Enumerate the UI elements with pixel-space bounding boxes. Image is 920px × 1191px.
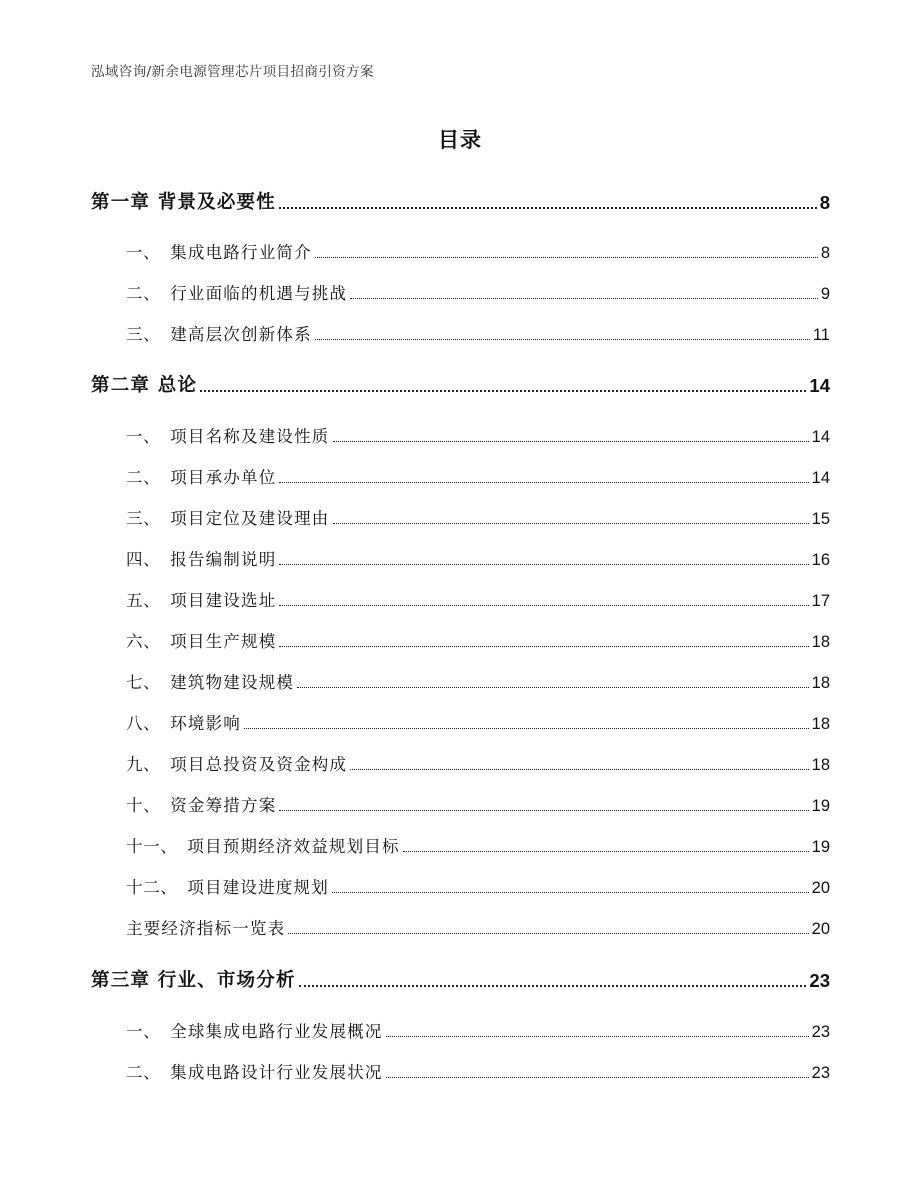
toc-page-number: 17 — [811, 592, 830, 610]
toc-page-number: 20 — [811, 920, 830, 938]
toc-section[interactable] — [126, 1018, 830, 1042]
toc-section-number: 五、 — [126, 591, 161, 610]
dot-leader — [333, 523, 809, 524]
toc-section[interactable] — [126, 280, 830, 304]
toc-page-number: 11 — [812, 326, 830, 344]
toc-section-number: 九、 — [126, 755, 161, 774]
toc-section-number: 十二、 — [126, 878, 178, 897]
toc-label: 报告编制说明 — [170, 550, 277, 569]
toc-page-number: 18 — [811, 633, 830, 651]
toc-section-number: 十、 — [126, 796, 161, 815]
toc-chapter-2[interactable] — [91, 369, 830, 397]
dot-leader — [299, 985, 807, 987]
toc-section[interactable] — [126, 628, 830, 652]
dot-leader — [386, 1036, 809, 1037]
toc-label: 项目生产规模 — [170, 632, 277, 651]
toc-label: 集成电路行业简介 — [170, 243, 312, 262]
toc-section[interactable] — [126, 1059, 830, 1083]
toc-label: 行业面临的机遇与挑战 — [170, 284, 348, 303]
running-header: 泓域咨询/新余电源管理芯片项目招商引资方案 — [91, 64, 374, 80]
dot-leader — [350, 298, 818, 299]
toc-section[interactable] — [126, 874, 830, 898]
dot-leader — [288, 933, 808, 934]
toc-page-number: 14 — [811, 469, 830, 487]
toc-label: 项目总投资及资金构成 — [170, 755, 348, 774]
toc-section-number: 十一、 — [126, 837, 178, 856]
toc-page-number: 19 — [811, 838, 830, 856]
toc-page-number: 14 — [811, 428, 830, 446]
toc-section-number: 二、 — [126, 1063, 161, 1082]
toc-section[interactable] — [126, 505, 830, 529]
toc-section-number: 六、 — [126, 632, 161, 651]
toc-section-number: 二、 — [126, 284, 161, 303]
dot-leader — [315, 339, 810, 340]
toc-label: 项目名称及建设性质 — [170, 427, 330, 446]
dot-leader — [279, 564, 808, 565]
toc-page-number: 18 — [811, 674, 830, 692]
toc-section-number: 七、 — [126, 673, 161, 692]
toc-section[interactable] — [126, 915, 830, 939]
toc-label: 第二章 总论 — [91, 375, 198, 396]
toc-page-number: 19 — [811, 797, 830, 815]
toc-section-number: 一、 — [126, 243, 161, 262]
toc-page-number: 23 — [809, 970, 830, 991]
dot-leader — [279, 482, 808, 483]
toc-section[interactable] — [126, 792, 830, 816]
toc-label: 集成电路设计行业发展状况 — [170, 1063, 383, 1082]
dot-leader — [279, 646, 808, 647]
toc-title: 目录 — [438, 128, 482, 152]
toc-label: 项目承办单位 — [170, 468, 277, 487]
dot-leader — [333, 441, 809, 442]
toc-page-number: 16 — [811, 551, 830, 569]
toc-section[interactable] — [126, 239, 830, 263]
toc-label: 第三章 行业、市场分析 — [91, 970, 296, 991]
toc-label: 项目定位及建设理由 — [170, 509, 330, 528]
toc-section[interactable] — [126, 669, 830, 693]
toc-label: 第一章 背景及必要性 — [91, 192, 276, 213]
toc-chapter-3[interactable] — [91, 964, 830, 992]
toc-section-number: 一、 — [126, 427, 161, 446]
toc-page-number: 23 — [811, 1064, 830, 1082]
toc-label: 建筑物建设规模 — [170, 673, 295, 692]
toc-chapter-1[interactable] — [91, 186, 830, 214]
toc-label: 资金筹措方案 — [170, 796, 277, 815]
dot-leader — [244, 728, 809, 729]
toc-section[interactable] — [126, 546, 830, 570]
toc-section-number: 三、 — [126, 325, 161, 344]
toc-section-number: 二、 — [126, 468, 161, 487]
dot-leader — [279, 605, 808, 606]
dot-leader — [350, 769, 808, 770]
dot-leader — [279, 810, 808, 811]
toc-label: 项目建设选址 — [170, 591, 277, 610]
toc-page-number: 18 — [811, 715, 830, 733]
dot-leader — [403, 851, 809, 852]
toc-page-number: 18 — [811, 756, 830, 774]
toc-page-number: 14 — [809, 375, 830, 396]
dot-leader — [279, 207, 817, 209]
toc-label: 环境影响 — [170, 714, 242, 733]
toc-page-number: 15 — [811, 510, 830, 528]
toc-section-number: 四、 — [126, 550, 161, 569]
toc-label: 建高层次创新体系 — [170, 325, 312, 344]
toc-section[interactable] — [126, 464, 830, 488]
toc-page-number: 20 — [811, 879, 830, 897]
toc-section-number: 三、 — [126, 509, 161, 528]
dot-leader — [315, 257, 818, 258]
toc-section-number: 一、 — [126, 1022, 161, 1041]
toc-label: 主要经济指标一览表 — [126, 919, 286, 938]
toc-section[interactable] — [126, 833, 830, 857]
toc-page-number: 8 — [820, 244, 830, 262]
toc-section-number: 八、 — [126, 714, 161, 733]
toc-section[interactable] — [126, 587, 830, 611]
toc-label: 项目建设进度规划 — [187, 878, 329, 897]
dot-leader — [297, 687, 809, 688]
dot-leader — [332, 892, 809, 893]
toc-section[interactable] — [126, 321, 830, 345]
toc-section[interactable] — [126, 751, 830, 775]
toc-page-number: 23 — [811, 1023, 830, 1041]
toc-section[interactable] — [126, 710, 830, 734]
toc-page-number: 8 — [819, 192, 830, 213]
toc-label: 全球集成电路行业发展概况 — [170, 1022, 383, 1041]
toc-page-number: 9 — [820, 285, 830, 303]
dot-leader — [200, 390, 806, 392]
toc-label: 项目预期经济效益规划目标 — [187, 837, 400, 856]
toc-section[interactable] — [126, 423, 830, 447]
dot-leader — [386, 1077, 809, 1078]
